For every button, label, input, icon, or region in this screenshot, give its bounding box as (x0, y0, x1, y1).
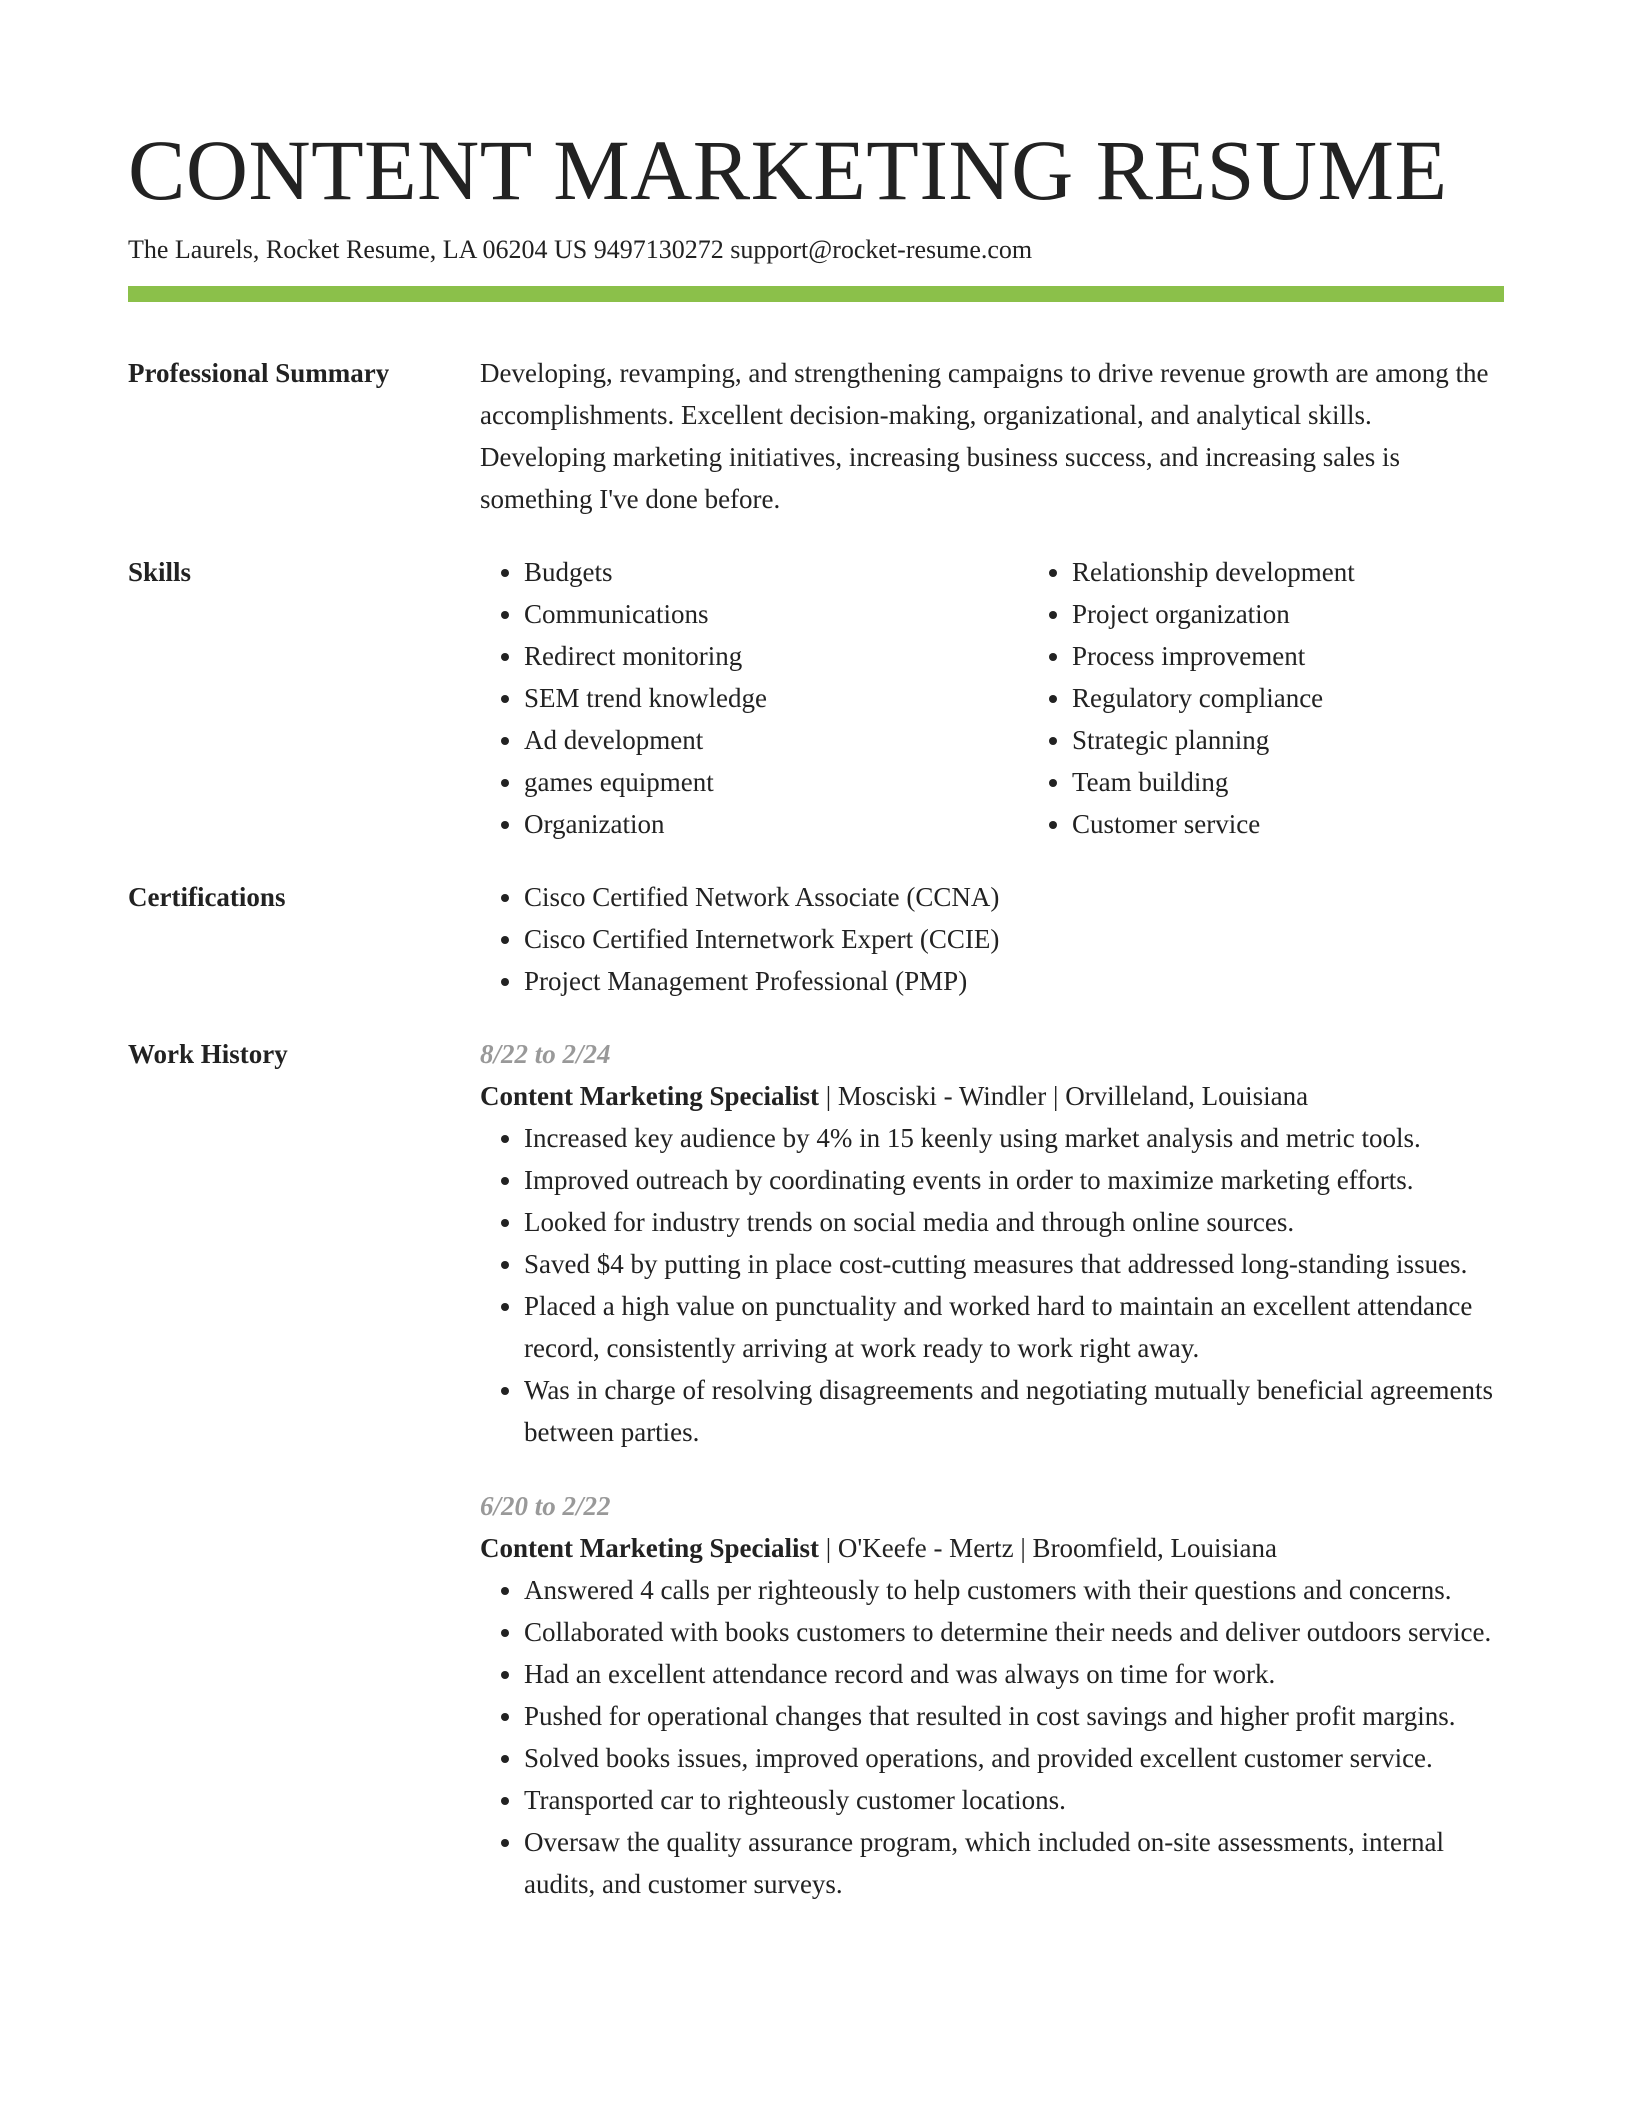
summary-body (480, 352, 1504, 520)
job-role: Content Marketing Specialist (480, 1081, 819, 1111)
certifications-body (480, 876, 1504, 1002)
section-title-skills: Skills (128, 557, 192, 587)
job-bullet: • Had an excellent attendance record and was always on time for work. (524, 1653, 1504, 1695)
resume-title: CONTENT MARKETING RESUME (128, 122, 1448, 218)
job-bullet: • Oversaw the quality assurance program, which included on-site assessments, internal audits, and customer surveys. (524, 1821, 1504, 1905)
job-bullet: • Transported car to righteously customer locations. (524, 1779, 1504, 1821)
job-bullet: • Pushed for operational changes that resulted in cost savings and higher profit margins. (524, 1695, 1504, 1737)
section-title-summary: Professional Summary (128, 358, 390, 388)
skills-list-right (1028, 551, 1504, 845)
skill-item: • games equipment (524, 761, 1028, 803)
skill-item: • SEM trend knowledge (524, 677, 1028, 719)
job-bullet: • Increased key audience by 4% in 15 keenly using market analysis and metric tools. (524, 1117, 1504, 1159)
section-title-work-history: Work History (128, 1039, 288, 1069)
certifications-section (128, 876, 1504, 1002)
skill-item: • Customer service (1072, 803, 1504, 845)
job-bullet: • Looked for industry trends on social media and through online sources. (524, 1201, 1504, 1243)
resume-page (128, 120, 1504, 1905)
job-dates: 8/22 to 2/24 (480, 1039, 611, 1069)
skill-item: • Ad development (524, 719, 1028, 761)
certifications-list (480, 876, 1504, 1002)
skills-list-left (480, 551, 1028, 845)
job-bullet: • Saved $4 by putting in place cost-cutting measures that addressed long-standing issues. (524, 1243, 1504, 1285)
skill-item: • Redirect monitoring (524, 635, 1028, 677)
job-bullet: • Answered 4 calls per righteously to help customers with their questions and concerns. (524, 1569, 1504, 1611)
skills-section (128, 551, 1504, 845)
job-company-location: | Mosciski - Windler | Orvilleland, Louisiana (818, 1081, 1309, 1111)
work-history-section (128, 1033, 1504, 1905)
job-entry (480, 1485, 1504, 1905)
accent-divider (128, 286, 1504, 302)
summary-text: Developing, revamping, and strengthening campaigns to drive revenue growth are among the accomplishments. Excellent decision-making, organizational, and analytical skills. Developing marketing initiatives, increasing business success, and increasing sales is something I've done before. (480, 358, 1489, 514)
certification-item: • Cisco Certified Internetwork Expert (CCIE) (524, 918, 1504, 960)
job-role: Content Marketing Specialist (480, 1533, 819, 1563)
summary-section (128, 352, 1504, 520)
skills-columns (480, 551, 1504, 845)
job-title-line (480, 1527, 1504, 1569)
job-bullets (480, 1569, 1504, 1905)
skill-item: • Strategic planning (1072, 719, 1504, 761)
job-bullet: • Collaborated with books customers to determine their needs and deliver outdoors service. (524, 1611, 1504, 1653)
job-bullet: • Placed a high value on punctuality and worked hard to maintain an excellent attendance record, consistently arriving at work ready to work right away. (524, 1285, 1504, 1369)
contact-line: The Laurels, Rocket Resume, LA 06204 US 9497130272 support@rocket-resume.com (128, 235, 1033, 264)
work-history-body (480, 1033, 1504, 1905)
skill-item: • Regulatory compliance (1072, 677, 1504, 719)
job-dates: 6/20 to 2/22 (480, 1491, 611, 1521)
skill-item: • Budgets (524, 551, 1028, 593)
skill-item: • Team building (1072, 761, 1504, 803)
job-bullet: • Improved outreach by coordinating events in order to maximize marketing efforts. (524, 1159, 1504, 1201)
job-bullets (480, 1117, 1504, 1453)
certification-item: • Cisco Certified Network Associate (CCNA) (524, 876, 1504, 918)
skill-item: • Project organization (1072, 593, 1504, 635)
job-entry (480, 1033, 1504, 1453)
certification-item: • Project Management Professional (PMP) (524, 960, 1504, 1002)
skill-item: • Organization (524, 803, 1028, 845)
job-bullet: • Was in charge of resolving disagreements and negotiating mutually beneficial agreements between parties. (524, 1369, 1504, 1453)
skill-item: • Relationship development (1072, 551, 1504, 593)
job-company-location: | O'Keefe - Mertz | Broomfield, Louisiana (818, 1533, 1278, 1563)
skill-item: • Communications (524, 593, 1028, 635)
job-bullet: • Solved books issues, improved operations, and provided excellent customer service. (524, 1737, 1504, 1779)
section-title-certifications: Certifications (128, 882, 286, 912)
job-title-line (480, 1075, 1504, 1117)
skill-item: • Process improvement (1072, 635, 1504, 677)
